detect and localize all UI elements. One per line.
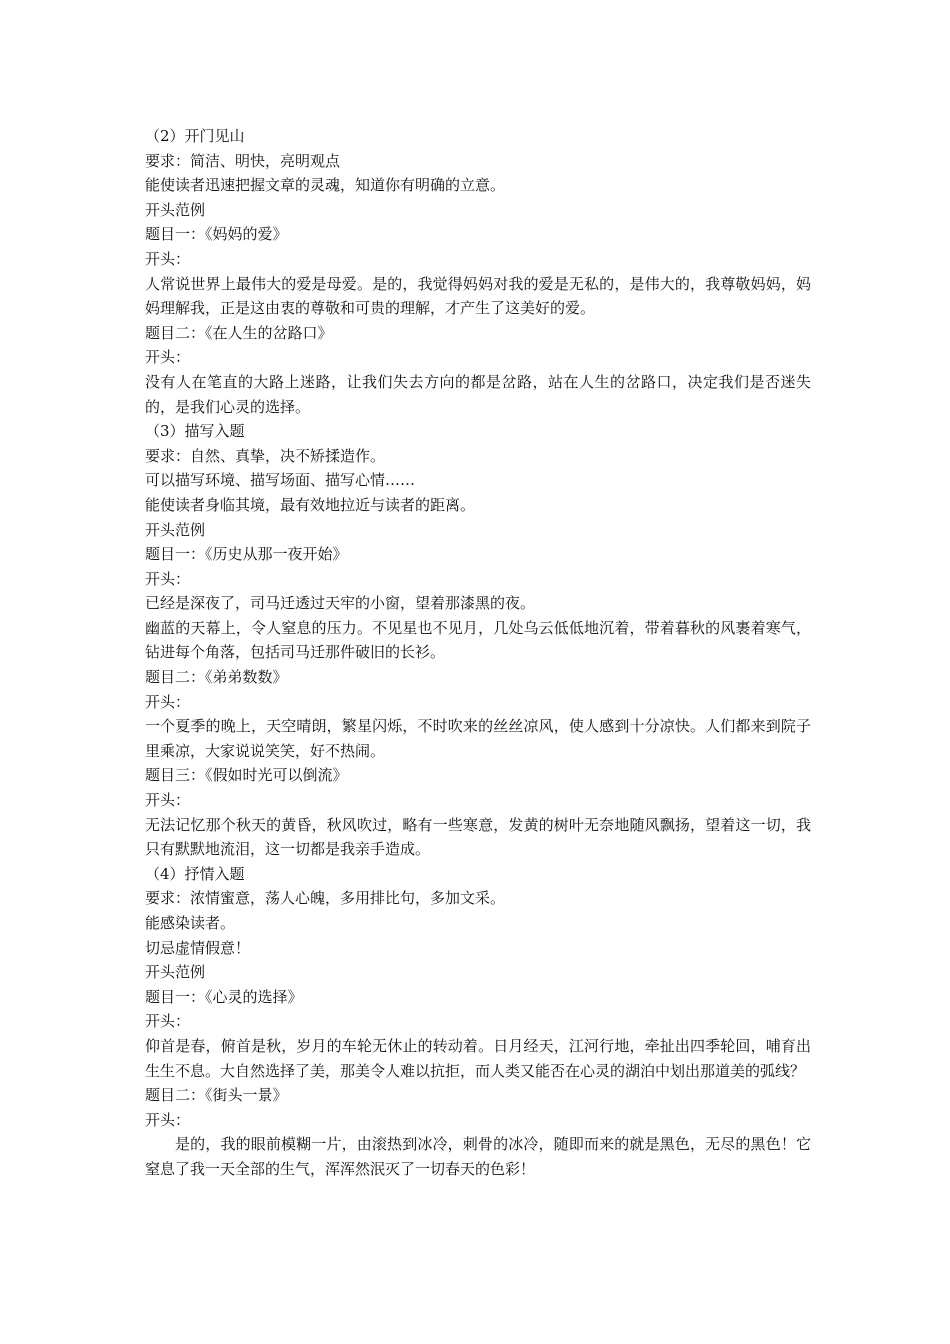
example-paragraph: 无法记忆那个秋天的黄昏，秋风吹过，略有一些寒意，发黄的树叶无奈地随风飘扬，望着这一切，我只有默默地流泪，这一切都是我亲手造成。: [145, 815, 811, 859]
example-paragraph: 幽蓝的天幕上，令人窒息的压力。不见星也不见月，几处乌云低低地沉着，带着暮秋的风裹着寒气，钻进每个角落，包括司马迁那件破旧的长衫。: [145, 618, 811, 662]
section-heading: （4）抒情入题: [145, 864, 245, 883]
opening-label: 开头：: [145, 569, 191, 588]
example-paragraph: 仰首是春，俯首是秋，岁月的车轮无休止的转动着。日月经天，江河行地，牵扯出四季轮回，哺育出生生不息。大自然选择了美，那美令人难以抗拒，而人类又能否在心灵的湖泊中划出那道美的弧线？: [145, 1036, 811, 1080]
text-line: 可以描写环境、描写场面、描写心情……: [145, 471, 416, 490]
topic-title: 题目三：《假如时光可以倒流》: [145, 766, 348, 785]
opening-label: 开头：: [145, 249, 191, 268]
requirement-line: 要求：简洁、明快，亮明观点: [145, 151, 341, 170]
section-heading: （2）开门见山: [145, 127, 245, 145]
requirement-line: 要求：自然、真挚，决不矫揉造作。: [145, 446, 386, 465]
opening-label: 开头：: [145, 348, 191, 367]
section-heading: （3）描写入题: [145, 422, 245, 441]
example-paragraph: 是的，我的眼前模糊一片，由滚热到冰冷，刺骨的冰冷，随即而来的就是黑色，无尽的黑色！它窒息了我一天全部的生气，浑浑然泯灭了一切春天的色彩！: [145, 1135, 811, 1178]
text-line: 能使读者迅速把握文章的灵魂，知道你有明确的立意。: [145, 176, 506, 195]
opening-label: 开头：: [145, 1012, 191, 1031]
requirement-line: 要求：浓情蜜意，荡人心魄，多用排比句，多加文采。: [145, 889, 506, 908]
opening-label: 开头：: [145, 1110, 191, 1129]
opening-label: 开头：: [145, 692, 191, 711]
example-label: 开头范例: [145, 200, 206, 219]
example-paragraph: 没有人在笔直的大路上迷路，让我们失去方向的都是岔路，站在人生的岔路口，决定我们是否迷失的，是我们心灵的选择。: [145, 372, 811, 416]
document-body: [145, 124, 811, 1182]
text-line: 切忌虚情假意！: [145, 938, 251, 957]
example-line: 已经是深夜了，司马迁透过天牢的小窗，望着那漆黑的夜。: [145, 594, 536, 613]
topic-title: 题目二：《弟弟数数》: [145, 668, 288, 687]
text-line: 能感染读者。: [145, 914, 236, 932]
example-label: 开头范例: [145, 963, 206, 982]
text-line: 能使读者身临其境，最有效地拉近与读者的距离。: [145, 495, 476, 514]
topic-title: 题目一：《心灵的选择》: [145, 987, 303, 1006]
topic-title: 题目一：《妈妈的爱》: [145, 225, 288, 244]
opening-label: 开头：: [145, 791, 191, 810]
example-paragraph: 一个夏季的晚上，天空晴朗，繁星闪烁，不时吹来的丝丝凉风，使人感到十分凉快。人们都来到院子里乘凉，大家说说笑笑，好不热闹。: [145, 717, 811, 760]
topic-title: 题目二：《在人生的岔路口》: [145, 323, 333, 342]
topic-title: 题目二：《街头一景》: [145, 1086, 288, 1105]
topic-title: 题目一：《历史从那一夜开始》: [145, 545, 348, 564]
example-paragraph: 人常说世界上最伟大的爱是母爱。是的，我觉得妈妈对我的爱是无私的，是伟大的，我尊敬妈妈，妈妈理解我，正是这由衷的尊敬和可贵的理解，才产生了这美好的爱。: [145, 274, 811, 318]
example-label: 开头范例: [145, 520, 206, 539]
